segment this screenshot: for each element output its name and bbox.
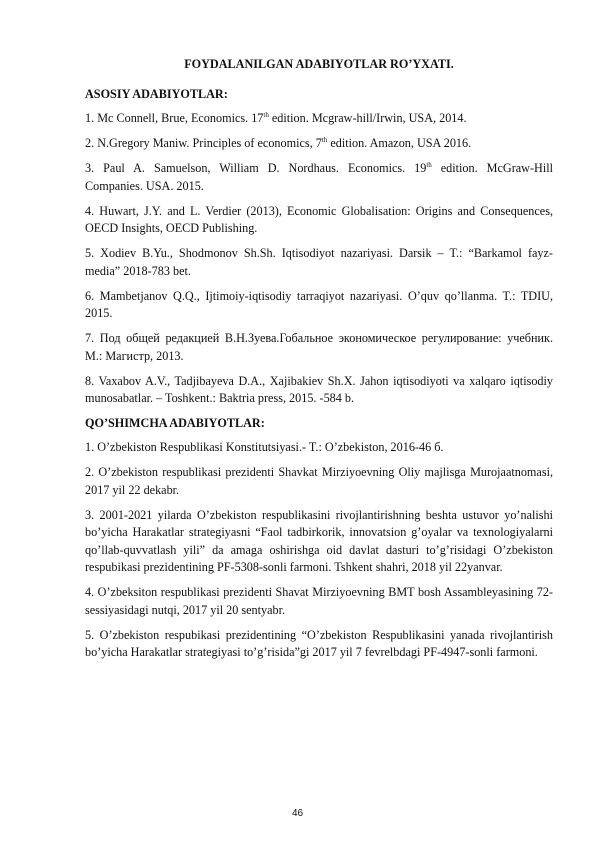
document-body <box>85 56 553 669</box>
reference-item: 2. N.Gregory Maniw. Principles of economics, 7th edition. Amazon, USA 2016. <box>85 135 472 150</box>
page-number: 46 <box>291 808 304 819</box>
page-title: FOYDALANILGAN ADABIYOTLAR RO’YXATI. <box>184 57 454 71</box>
reference-item: 1. O’zbekiston Respublikasi Konstitutsiyasi.- T.: O’zbekiston, 2016-46 б. <box>85 440 444 454</box>
reference-item: 3. Paul A. Samuelson, William D. Nordhaus. Economics. 19th edition. McGraw-Hill Companies. USA. 2015. <box>85 160 553 193</box>
reference-item: 4. O’zbeksiton respublikasi prezidenti Shavat Mirziyoevning BMT bosh Assambleyasining 72-sessiyasidagi nutqi, 2017 yil 20 sentyabr. <box>85 585 553 617</box>
reference-item: 6. Mambetjanov Q.Q., Ijtimoiy-iqtisodiy tarraqiyot nazariyasi. O’quv qo’llanma. T.: TDIU, 2015. <box>85 288 553 320</box>
section-heading-additional: QO’SHIMCHA ADABIYOTLAR: <box>85 416 265 430</box>
section-heading-main: ASOSIY ADABIYOTLAR: <box>85 87 228 101</box>
reference-item: 7. Под общей редакцией В.Н.Зуева.Гобальное экономическое рeгулирование: учебник. М.: Магистр, 2013. <box>85 331 553 363</box>
reference-item: 5. Xodiev B.Yu., Shodmonov Sh.Sh. Iqtisodiyot nazariyasi. Darsik – T.: “Barkamol fayz-media” 2018-783 bet. <box>85 246 553 278</box>
reference-item: 3. 2001-2021 yilarda O’zbekiston respublikasini rivojlantirishning beshta ustuvor yo’nalishi bo’yicha Harakatlar strategiyasni “Faol tadbirkorik, innovatsion g’oyalar va texnologiyalarni qo’llab-quvvatlash yili” da amaga oshirishga oid davlat dasturi to’g’risidagi O’zbekiston respubikasi prezidentining PF-5308-sonli farmoni. Tshkent shahri, 2018 yil 22yanvar. <box>85 507 553 574</box>
reference-item: 1. Mc Connell, Brue, Economics. 17th edition. Mcgraw-hill/Irwin, USA, 2014. <box>85 110 467 125</box>
reference-item: 8. Vaxabov A.V., Tadjibayeva D.A., Xajibakiev Sh.X. Jahon iqtisodiyoti va xalqaro iqtisodiy munosabatlar. – Toshkent.: Baktria press, 2015. -584 b. <box>85 373 553 405</box>
reference-item: 2. O’zbekiston respublikasi prezidenti Shavkat Mirziyoevning Oliy majlisga Murojaatnomasi, 2017 yil 22 dekabr. <box>85 465 553 497</box>
reference-item: 5. O’zbekiston respubikasi prezidentining “O’zbekiston Respublikasini yanada rivojlantirish bo’yicha Harakatlar strategiyasi to’g’risida”gi 2017 yil 7 fevrelbdagi PF-4947-sonli farmoni. <box>85 627 553 659</box>
reference-item: 4. Huwart, J.Y. and L. Verdier (2013), Economic Globalisation: Origins and Consequences, OECD Insights, OECD Publishing. <box>85 203 553 235</box>
